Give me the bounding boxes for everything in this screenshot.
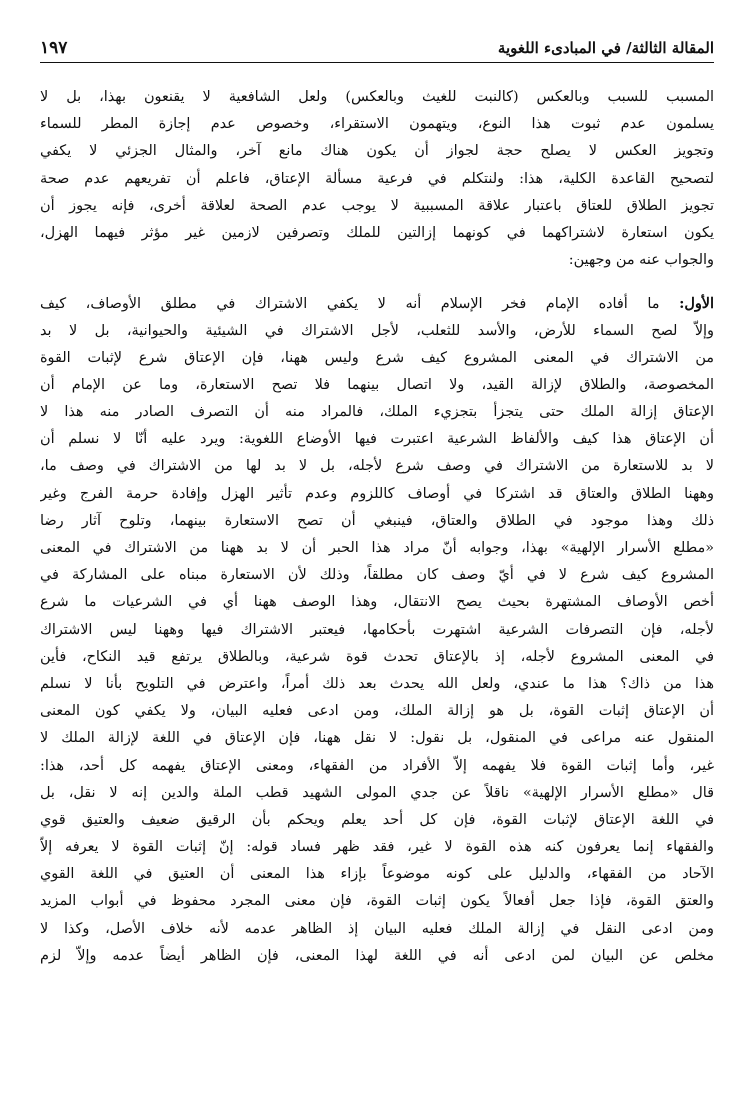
text-line: المخصوصة، والطلاق لإزالة القيد، ولا اتصال بينهما فلا تصح الاستعارة، وما عن الإمام أن [40, 376, 714, 393]
text-line: من الاشتراك في المعنى المشروع كيف شرع وليس ههنا، فإن الإعتاق شرع لإثبات القوة [40, 349, 714, 366]
text-line: ومن ادعى النقل في إزالة الملك فعليه البيان إذ الظاهر عدمه لأنه خلاف الأصل، وكذا لا [40, 920, 714, 937]
text-line: في اللغة الإعتاق لإثبات القوة، فإن كل أحد يعلم ويحكم بأن الرقيق ضعيف والعتيق قوي [40, 811, 714, 828]
text-line: لتصحيح القاعدة الكلية، هذا: ولنتكلم في فرعية مسألة الإعتاق، فاعلم أن تفريعهم عدم صحة [40, 170, 714, 187]
text-line: غير، وأما إثبات القوة فلا يفهمه إلاّ الأفراد من الفقهاء، ومعنى الإعتاق يفهمه كل أحد، هذا: [40, 757, 714, 774]
paragraph-lead: الأول: [679, 295, 714, 313]
text-line: وإلاّ لصح السماء للأرض، والأسد للثعلب، لأجل الاشتراك في الشيئية والحيوانية، بل لا بد [40, 322, 714, 339]
text-line: والجواب عنه من وجهين: [568, 252, 714, 269]
text-line: يكون استعارة لاشتراكهما في كونهما إزالتين للملك وتصرفين لازمين غير مؤثر فيهما الهزل، [40, 224, 714, 241]
paragraph-gap [40, 274, 714, 290]
text-line: «مطلع الأسرار الإلهية» بهذا، وجوابه أنّ مراد هذا الحبر أن لا بد ههنا من الاشتراك في المعنى [40, 540, 714, 556]
text-line: أن الإعتاق هذا كيف والألفاظ الشرعية اعتبرت فيها الأوضاع اللغوية: ويرد عليه أنّا لا نسلم أن [40, 431, 714, 448]
text-line-first [40, 290, 714, 317]
text-line: وههنا الطلاق والعتاق قد اشتركا في أوصاف كاللزوم وعدم تأثير الهزل وإفادة حرمة الفرج وغير [40, 485, 714, 502]
running-title: المقالة الثالثة/ في المبادىء اللغوية [497, 39, 714, 57]
text-line: ذلك وهذا موجود في الطلاق والعتاق، فينبغي أن تصح الاستعارة بينهما، وتلوح آثار رضا [40, 512, 714, 529]
text-line: والعتق القوة، فإذا جعل أفعالاً يكون إثبات القوة، فإن معنى المجرد محفوظ في أبواب المزيد [40, 893, 714, 910]
page-body [40, 84, 714, 970]
text-line: الآحاد من الفقهاء، والدليل على كونه موضوعاً بإزاء هذا المعنى أن العتيق في اللغة القوي [40, 866, 714, 883]
text-line: المسبب للسبب وبالعكس (كالنبت للغيث وبالعكس) ولعل الشافعية لا يقنعون بهذا، بل لا [40, 89, 714, 105]
text-line: لأجله، فإن التصرفات الشرعية اشتهرت بأحكامها، فيعتبر الاشتراك فيها وههنا ليس الاشتراك [40, 621, 714, 638]
page-header [40, 28, 714, 63]
page-number: ١٩٧ [40, 38, 68, 58]
text-line: قال «مطلع الأسرار الإلهية» ناقلاً عن جدي المولى الشهيد قطب الملة والدين إنه لا نقل، بل [40, 784, 714, 801]
text-line: مخلص عن البيان لمن ادعى أنه في اللغة لهذا المعنى، فإن الظاهر أيضاً عدمه وإلاّ لزم [40, 947, 714, 964]
paragraph-2 [40, 290, 714, 970]
first-line-rest: ما أفاده الإمام فخر الإسلام أنه لا يكفي الاشتراك في مطلق الأوصاف، كيف [40, 296, 680, 313]
text-line: تجويز الطلاق للعتاق باعتبار علاقة المسببية لا يوجب عدم الصحة لعلاقة أخرى، فإنه يجوز أن [40, 197, 714, 214]
text-line: أن الإعتاق إثبات القوة، بل هو إزالة الملك، ومن ادعى فعليه البيان، ولا يكفي كون المعنى [40, 703, 714, 720]
text-line: والفقهاء إنما يعرفون كنه هذه القوة لا غير، فقد ظهر فساد قوله: إنّ إثبات القوة لا يعرفه إلاّ [40, 839, 714, 856]
text-line: في المعنى المشروع لأجله، إذ بالإعتاق تحدث قوة شرعية، وبالطلاق يرتفع قيد النكاح، فأين [40, 648, 714, 665]
text-line: الإعتاق إزالة الملك حتى يتجزأ بتجزيء الملك، فالمراد منه أن التصرف الصادر منه هذا لا [40, 404, 714, 421]
text-line: المنقول عنه مراعى في المنقول، بل نقول: لا نقل ههنا، فإن الإعتاق في اللغة لإزالة الملك لا [40, 730, 714, 747]
text-line: لا بد للاستعارة من الاشتراك في وصف شرع لأجله، بل لا بد لها من الاشتراك في وصف ما، [40, 458, 714, 475]
paragraph-1 [40, 84, 714, 274]
text-line: وتجويز العكس لا يصلح حجة لجواز أن يكون هناك مانع آخر، والمثال الجزئي لا يكفي [40, 143, 714, 160]
text-line: أخص الأوصاف المشتهرة بحيث يصح الانتقال، وهذا الوصف ههنا أي في الشرعيات ما شرع [40, 594, 714, 611]
text-line: هذا من ذاك؟ هذا ما عندي، ولعل الله يحدث بعد ذلك أمراً، واعترض في التلويح بأنا لا نسلم [40, 675, 714, 692]
text-line: يسلمون عدم ثبوت هذا النوع، ويتهمون الاستقراء، وخصوص عدم إجازة المطر للسماء [40, 116, 714, 133]
text-line: المشروع كيف شرع لا في أيّ وصف كان مطلقاً، وذلك لأن الاستعارة مبناه على المشاركة في [40, 567, 714, 584]
